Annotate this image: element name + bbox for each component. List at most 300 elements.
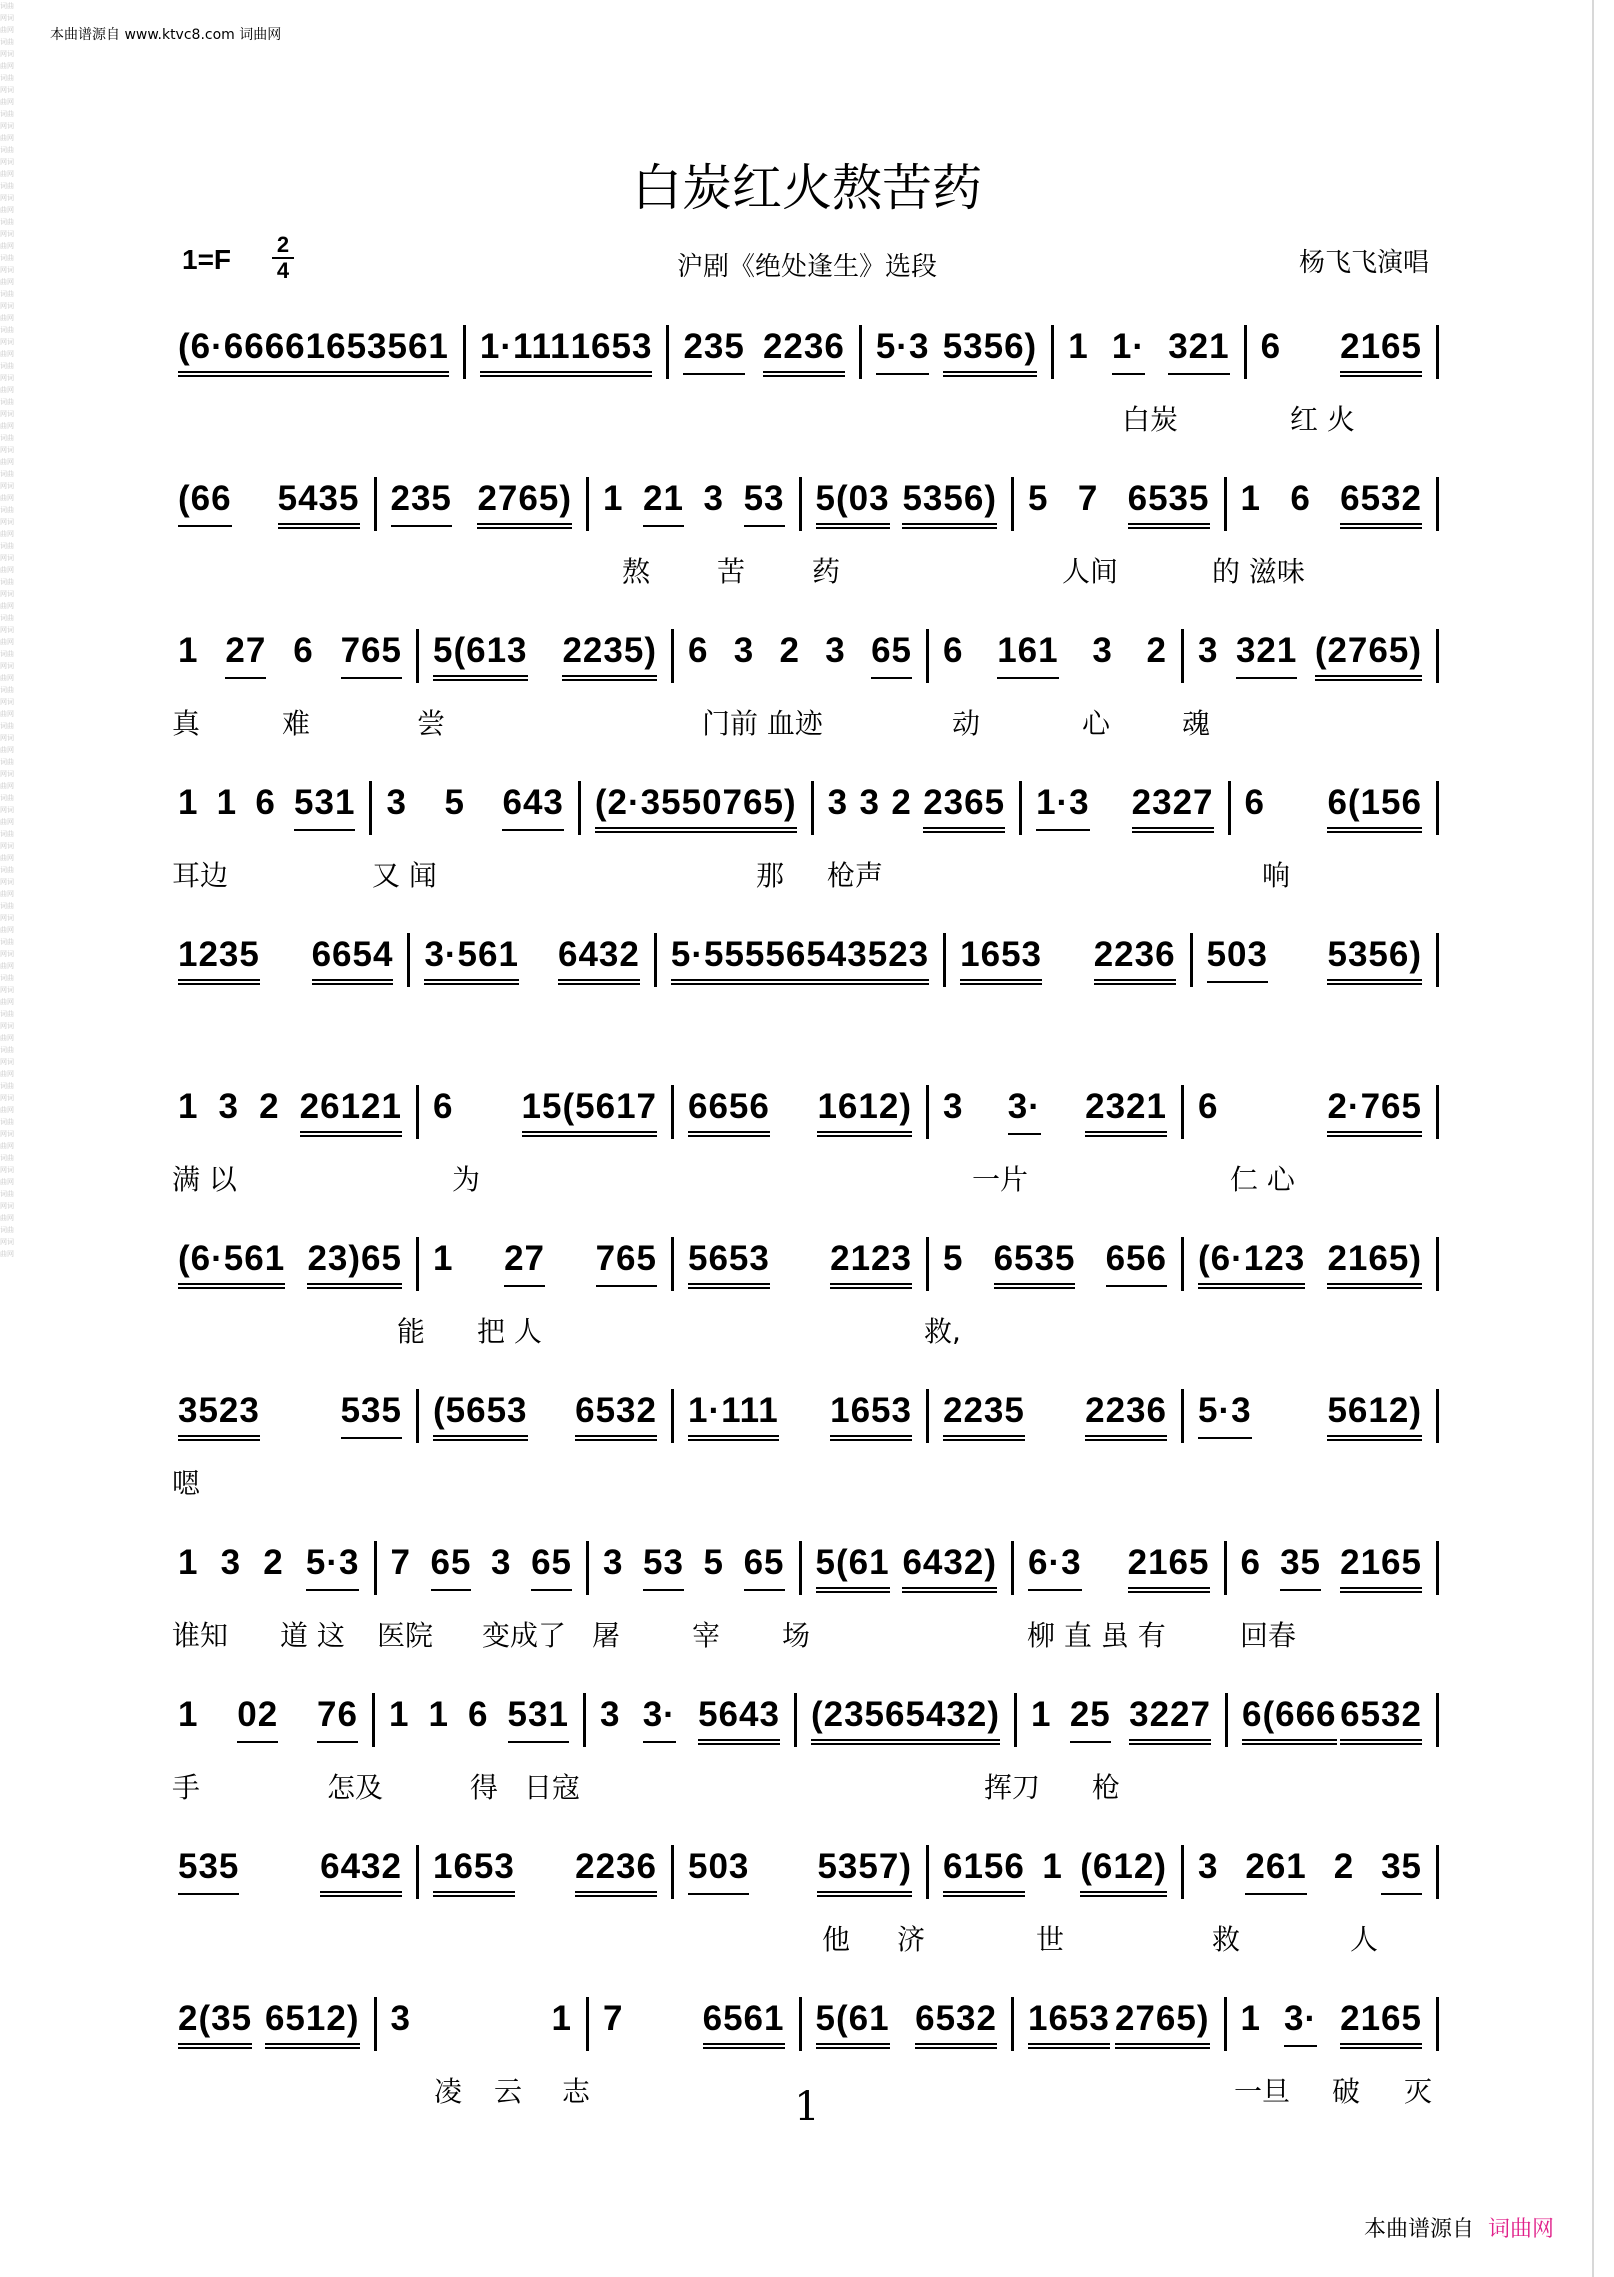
note-group: 6 — [433, 1087, 454, 1126]
measure — [418, 935, 645, 985]
note-group: 2123 — [830, 1239, 912, 1289]
lyrics-row — [172, 1006, 1447, 1046]
lyric-text: 屠 — [592, 1619, 621, 1652]
measure — [589, 783, 803, 833]
measure — [682, 1087, 918, 1137]
bar-line — [666, 325, 669, 379]
note-group: 65 — [431, 1543, 472, 1593]
measure — [1022, 479, 1216, 529]
lyrics-row — [172, 1918, 1447, 1958]
note-group: 1653 — [433, 1847, 515, 1897]
note-group: 7 — [603, 1999, 624, 2038]
note-group: 5643 — [698, 1695, 780, 1745]
measure — [385, 479, 579, 529]
note-group: 2235 — [943, 1391, 1025, 1441]
measure — [805, 1695, 1006, 1745]
note-group: 3 — [1198, 1847, 1219, 1886]
note-group: 6 — [468, 1695, 489, 1734]
measure — [385, 1543, 579, 1593]
bar-line — [583, 1693, 586, 1747]
measure — [810, 1543, 1004, 1593]
note-group: 531 — [294, 783, 355, 833]
lyric-text: 响 — [1262, 859, 1291, 892]
note-group: 321 — [1236, 631, 1297, 681]
note-group: 3 — [220, 1543, 242, 1582]
note-group: 643 — [502, 783, 563, 833]
note-group: 3 — [703, 479, 724, 518]
note-group: (66 — [178, 479, 232, 529]
measure — [677, 327, 850, 377]
note-group: 1653 — [1028, 1999, 1110, 2049]
bar-line — [578, 781, 581, 835]
song-title: 白炭红火熬苦药 — [632, 159, 982, 217]
lyric-text: 回春 — [1240, 1619, 1297, 1652]
bar-line — [671, 1389, 674, 1443]
bar-line — [1181, 629, 1184, 683]
note-group: 1 — [551, 1999, 572, 2038]
bar-line — [654, 933, 657, 987]
note-group: 2 — [779, 631, 800, 670]
lyric-text: 日寇 — [524, 1771, 581, 1804]
lyrics-row — [172, 1310, 1447, 1350]
notation-row — [172, 632, 1447, 680]
lyric-text: 医院 — [377, 1619, 434, 1652]
lyric-text: 门前 血迹 — [702, 707, 823, 740]
measure — [682, 631, 918, 681]
note-group: 6512) — [265, 1999, 360, 2049]
bar-line — [1436, 1845, 1439, 1899]
lyric-text: 谁知 — [172, 1619, 229, 1652]
score-line — [172, 300, 1447, 452]
bar-line — [1436, 933, 1439, 987]
note-group: 1235 — [178, 935, 260, 985]
note-group: (6·123 — [1198, 1239, 1305, 1289]
measure — [172, 1391, 408, 1441]
measure — [1192, 1087, 1428, 1137]
note-group: 35 — [1381, 1847, 1422, 1897]
opera-subtitle: 沪剧《绝处逢生》选段 — [676, 252, 937, 282]
note-group: 2 — [1146, 631, 1167, 670]
measure — [937, 1391, 1173, 1441]
note-group: 1612) — [817, 1087, 912, 1137]
note-group: 2 — [263, 1543, 284, 1582]
measure — [172, 935, 399, 985]
note-group: 02 — [237, 1695, 278, 1745]
note-group: 5 — [444, 783, 465, 822]
notation-row — [172, 1240, 1447, 1288]
note-group: 1 — [178, 783, 199, 822]
note-group: (2765) — [1315, 631, 1422, 681]
lyric-text: 灭 — [1404, 2075, 1433, 2108]
bar-line — [416, 1085, 419, 1139]
note-group: 6 — [1290, 479, 1311, 518]
note-group: 2321 — [1085, 1087, 1167, 1137]
lyric-text: 得 — [470, 1771, 499, 1804]
note-group: 3 — [491, 1543, 512, 1582]
note-group: 3 — [603, 1543, 624, 1582]
note-group: 1 — [1031, 1695, 1052, 1734]
score-line — [172, 1668, 1447, 1820]
measure — [937, 1239, 1173, 1289]
note-group: 6 — [293, 631, 314, 670]
lyrics-row — [172, 854, 1447, 894]
lyric-text: 一片 — [972, 1163, 1029, 1196]
note-group: 1·111 — [688, 1391, 779, 1441]
note-group: 5(03 — [816, 479, 890, 529]
note-group: 2236 — [1094, 935, 1176, 985]
note-group: 56543523 — [765, 935, 929, 985]
lyric-text: 柳 直 虽 有 — [1027, 1619, 1166, 1652]
note-group: 7 — [1077, 479, 1099, 518]
side-watermark: 词曲网词曲网词曲网词曲网词曲网词曲网词曲网词曲网词曲网词曲网词曲网词曲网词曲网词曲网词曲网词曲网词曲网词曲网词曲网词曲网词曲网词曲网词曲网词曲网词曲网词曲网词曲网词曲网词曲网词曲网词曲网词曲网词曲网词曲网词曲网词曲网词曲网词曲网词曲网词曲网词曲网词曲网词曲网词曲网词曲网词曲网词曲网词曲网词曲网词曲网词曲网词曲网词曲网词曲网词曲网词曲网词曲网词曲网词曲网词曲网词曲网词曲网词曲网词曲网词曲网词曲网词曲网词曲网词曲网词曲网 — [0, 2, 14, 1258]
score-line — [172, 1516, 1447, 1668]
lyrics-row — [172, 1766, 1447, 1806]
note-group: 3· — [643, 1695, 676, 1745]
bar-line — [1436, 1389, 1439, 1443]
bar-line — [416, 1389, 419, 1443]
measure — [172, 1239, 408, 1289]
measure — [937, 631, 1173, 681]
measure — [682, 1847, 918, 1897]
note-group: 2165) — [1327, 1239, 1422, 1289]
note-group: (2·355 — [595, 783, 702, 833]
note-group: 5(613 — [433, 631, 528, 681]
note-group: 5612) — [1327, 1391, 1422, 1441]
note-group: 2 — [891, 783, 912, 822]
note-group: 65 — [871, 631, 912, 681]
score-line — [172, 756, 1447, 908]
bar-line — [1181, 1845, 1184, 1899]
measure — [1192, 631, 1428, 681]
bar-line — [369, 781, 372, 835]
score-line — [172, 1060, 1447, 1212]
note-group: 2 — [1333, 1847, 1355, 1886]
header-source: 本曲谱源自 www.ktvc8.com 词曲网 — [50, 27, 282, 43]
bar-line — [416, 1845, 419, 1899]
lyric-text: 难 — [282, 707, 311, 740]
bar-line — [416, 1237, 419, 1291]
note-group: 1 — [178, 1543, 199, 1582]
footer-source — [1364, 2212, 1554, 2243]
note-group: 235 — [683, 327, 744, 377]
note-group: 5653 — [688, 1239, 770, 1289]
bar-line — [372, 1693, 375, 1747]
note-group: 6532 — [575, 1391, 657, 1441]
note-group: (6·561 — [178, 1239, 285, 1289]
note-group: 3227 — [1129, 1695, 1211, 1745]
measure — [1192, 1847, 1428, 1897]
note-group: 6 — [688, 631, 709, 670]
lyric-text: 志 — [562, 2075, 591, 2108]
measure — [427, 1847, 663, 1897]
note-group: 3 — [943, 1087, 964, 1126]
measure — [383, 1695, 575, 1745]
note-group: 2165 — [1128, 1543, 1210, 1593]
note-group: 6532 — [1340, 479, 1422, 529]
lyric-text: 枪 — [1092, 1771, 1121, 1804]
measure — [810, 1999, 1004, 2049]
note-group: 53 — [744, 479, 785, 529]
lyric-text: 场 — [782, 1619, 811, 1652]
measure — [1192, 1391, 1428, 1441]
note-group: 1 — [178, 1087, 199, 1126]
note-group: 1·3 — [1036, 783, 1090, 833]
score-line — [172, 908, 1447, 1060]
note-group: 5435 — [278, 479, 360, 529]
lyric-text: 挥刀 — [984, 1771, 1041, 1804]
note-group: 6654 — [312, 935, 394, 985]
score — [172, 300, 1447, 2124]
note-group: 5·3 — [876, 327, 930, 377]
bar-line — [1224, 1997, 1227, 2051]
note-group: 2765) — [1115, 1999, 1210, 2049]
lyric-text: 变成了 — [482, 1619, 567, 1652]
bar-line — [1181, 1085, 1184, 1139]
measure — [1025, 1695, 1217, 1745]
bar-line — [926, 1085, 929, 1139]
measure — [1235, 1999, 1429, 2049]
lyrics-row — [172, 1462, 1447, 1502]
note-group: 503 — [1207, 935, 1268, 985]
note-group: 1653 — [960, 935, 1042, 985]
note-group: 6 — [1260, 327, 1282, 366]
note-group: (2356 — [811, 1695, 906, 1745]
measure — [1255, 327, 1428, 377]
bar-line — [926, 1389, 929, 1443]
note-group: 2365 — [923, 783, 1005, 833]
bar-line — [926, 1845, 929, 1899]
bar-line — [794, 1693, 797, 1747]
lyrics-row — [172, 702, 1447, 742]
note-group: 535 — [178, 1847, 239, 1897]
bar-line — [1436, 781, 1439, 835]
measure — [1030, 783, 1219, 833]
note-group: 1 — [1068, 327, 1089, 366]
note-group: 6535 — [994, 1239, 1076, 1289]
lyric-text: 熬 — [622, 555, 651, 588]
score-line — [172, 1212, 1447, 1364]
note-group: 765 — [596, 1239, 657, 1289]
lyric-text: 真 — [172, 707, 201, 740]
measure — [810, 479, 1004, 529]
note-group: 5356) — [902, 479, 997, 529]
note-group: 2236 — [575, 1847, 657, 1897]
lyrics-row — [172, 1158, 1447, 1198]
lyric-text: 尝 — [417, 707, 446, 740]
bar-line — [1051, 325, 1054, 379]
lyric-text: 红 火 — [1290, 403, 1355, 436]
note-group: 2165 — [1340, 1999, 1422, 2049]
performer: 杨飞飞演唱 — [1298, 248, 1429, 278]
lyric-text: 道 这 — [280, 1619, 345, 1652]
bar-line — [1436, 1237, 1439, 1291]
lyric-text: 白炭 — [1122, 403, 1179, 436]
note-group: 3· — [1284, 1999, 1317, 2049]
bar-line — [1011, 1997, 1014, 2051]
measure — [1235, 1543, 1429, 1593]
measure — [954, 935, 1181, 985]
note-group: 6535 — [1128, 479, 1210, 529]
footer-brand: 词曲网 — [1487, 2217, 1554, 2242]
note-group: 1 — [1042, 1847, 1063, 1886]
note-group: 3 — [386, 783, 407, 822]
lyric-text: 魂 — [1182, 707, 1211, 740]
note-group: 3 — [599, 1695, 621, 1734]
measure — [427, 1087, 663, 1137]
measure — [1192, 1239, 1428, 1289]
footer-source-text: 本曲谱源自 — [1363, 2217, 1474, 2242]
note-group: 3·561 — [424, 935, 519, 985]
bar-line — [416, 629, 419, 683]
note-group: 6656 — [688, 1087, 770, 1137]
note-group: 1 — [178, 631, 199, 670]
note-group: 1653 — [571, 327, 653, 377]
bar-line — [586, 1997, 589, 2051]
bar-line — [586, 1541, 589, 1595]
note-group: 15(5617 — [522, 1087, 657, 1137]
note-group: 6432 — [320, 1847, 402, 1897]
lyric-text: 的 滋味 — [1212, 555, 1305, 588]
note-group: 1 — [433, 1239, 454, 1278]
lyric-text: 又 闻 — [372, 859, 437, 892]
lyric-text: 动 — [952, 707, 981, 740]
note-group: 3 — [859, 783, 880, 822]
note-group: 25 — [1070, 1695, 1111, 1745]
measure — [1062, 327, 1235, 377]
measure — [937, 1847, 1173, 1897]
note-group: 5356) — [943, 327, 1038, 377]
lyric-text: 怎及 — [327, 1771, 384, 1804]
note-group: 5357) — [817, 1847, 912, 1897]
lyrics-row — [172, 550, 1447, 590]
measure — [1239, 783, 1428, 833]
measure — [172, 1695, 364, 1745]
key-signature: 1=F — [182, 244, 232, 275]
note-group: 2(35 — [178, 1999, 252, 2049]
lyric-text: 药 — [812, 555, 841, 588]
note-group: 1· — [1112, 327, 1145, 377]
lyric-text: 满 以 — [172, 1163, 237, 1196]
bar-line — [407, 933, 410, 987]
lyric-text: 人 — [1350, 1923, 1379, 1956]
score-line — [172, 1364, 1447, 1516]
note-group: 23)65 — [307, 1239, 402, 1289]
bar-line — [1011, 1541, 1014, 1595]
page-border-line — [1592, 0, 1594, 2277]
bar-line — [1436, 325, 1439, 379]
measure — [1022, 1999, 1216, 2049]
note-group: 2 — [259, 1087, 280, 1126]
measure — [427, 1239, 663, 1289]
note-group: 2235) — [562, 631, 657, 681]
note-group: 1 — [603, 479, 624, 518]
bar-line — [1244, 325, 1247, 379]
lyric-text: 云 — [494, 2075, 523, 2108]
bar-line — [943, 933, 946, 987]
note-group: 21 — [643, 479, 684, 529]
measure — [172, 1999, 366, 2049]
meter-bottom: 4 — [276, 258, 290, 283]
lyric-text: 手 — [172, 1771, 201, 1804]
notation-row — [172, 1544, 1447, 1592]
note-group: 65 — [744, 1543, 785, 1593]
note-group: 2236 — [1085, 1391, 1167, 1441]
lyrics-row — [172, 1614, 1447, 1654]
note-group: 235 — [391, 479, 452, 529]
note-group: 5·555 — [671, 935, 766, 985]
note-group: 53 — [643, 1543, 684, 1593]
measure — [385, 1999, 579, 2049]
bar-line — [586, 477, 589, 531]
measure — [427, 1391, 663, 1441]
note-group: 3 — [1092, 631, 1113, 670]
measure — [172, 783, 361, 833]
measure — [172, 1087, 408, 1137]
notation-row — [172, 328, 1447, 376]
bar-line — [671, 1237, 674, 1291]
measure — [1236, 1695, 1428, 1745]
notation-row — [172, 2000, 1447, 2048]
note-group: 27 — [504, 1239, 545, 1289]
measure — [665, 935, 935, 985]
bar-line — [463, 325, 466, 379]
note-group: 1 — [216, 783, 238, 822]
note-group: 161 — [997, 631, 1058, 681]
measure — [172, 1847, 408, 1897]
bar-line — [799, 1997, 802, 2051]
bar-line — [1011, 477, 1014, 531]
lyric-text: 为 — [452, 1163, 481, 1196]
measure — [474, 327, 659, 377]
lyric-text: 枪声 — [827, 859, 884, 892]
lyrics-row — [172, 398, 1447, 438]
note-group: 26121 — [300, 1087, 402, 1137]
note-group: 76 — [317, 1695, 358, 1745]
bar-line — [799, 1541, 802, 1595]
measure — [822, 783, 1011, 833]
measure — [172, 1543, 366, 1593]
lyric-text: 宰 — [692, 1619, 721, 1652]
note-group: 6156 — [943, 1847, 1025, 1897]
measure — [172, 631, 408, 681]
note-group: 0765) — [702, 783, 797, 833]
note-group: 2165 — [1340, 327, 1422, 377]
note-group: 3 — [1198, 631, 1219, 670]
note-group: 5 — [943, 1239, 964, 1278]
measure — [937, 1087, 1173, 1137]
note-group: 5·3 — [306, 1543, 360, 1593]
note-group: 6·3 — [1028, 1543, 1082, 1593]
note-group: 5432) — [905, 1695, 1000, 1745]
measure — [597, 479, 791, 529]
measure — [870, 327, 1043, 377]
note-group: 5·3 — [1198, 1391, 1252, 1441]
note-group: (6·666 — [178, 327, 285, 377]
lyric-text: 人间 — [1062, 555, 1119, 588]
note-group: 765 — [341, 631, 402, 681]
measure — [172, 479, 366, 529]
bar-line — [1228, 781, 1231, 835]
notation-row — [172, 1088, 1447, 1136]
bar-line — [374, 477, 377, 531]
score-line — [172, 1820, 1447, 1972]
note-group: 6(666 — [1242, 1695, 1337, 1745]
lyric-text: 凌 — [434, 2075, 463, 2108]
notation-row — [172, 784, 1447, 832]
bar-line — [1224, 477, 1227, 531]
measure — [1201, 935, 1428, 985]
notation-row — [172, 480, 1447, 528]
